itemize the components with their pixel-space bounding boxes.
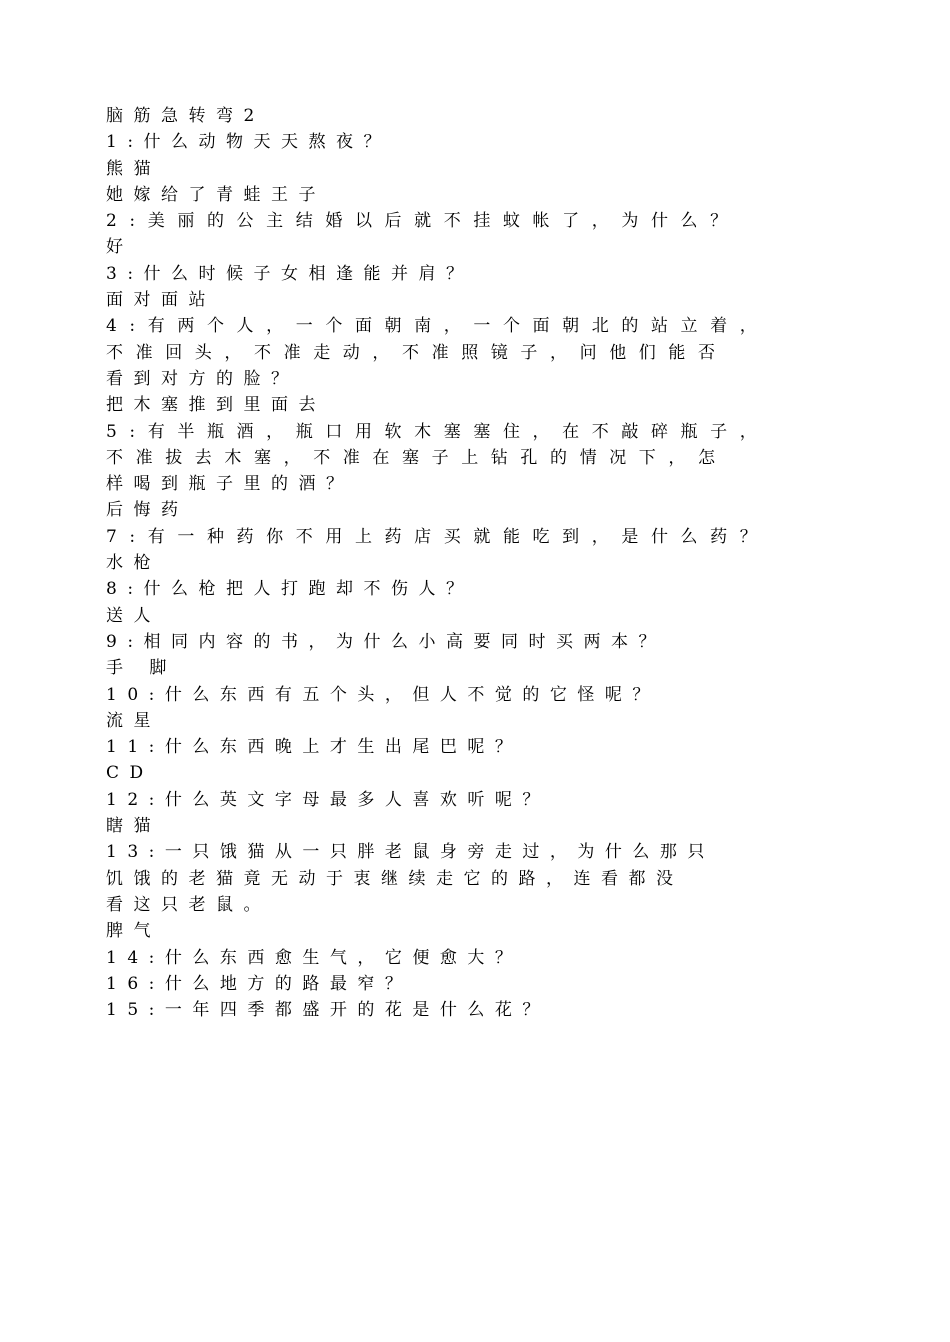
text-line: 瞎猫 xyxy=(106,816,161,837)
text-line: 1:什么动物天天熬夜？ xyxy=(106,132,392,153)
text-line: 16:什么地方的路最窄？ xyxy=(106,973,413,994)
text-line: 8:什么枪把人打跑却不伤人？ xyxy=(106,579,474,600)
text-line: 送人 xyxy=(106,605,161,626)
text-line: 好 xyxy=(106,237,134,258)
text-line: 样喝到瓶子里的酒？ xyxy=(106,474,354,495)
document-body xyxy=(106,103,886,1023)
text-line: 11:什么东西晚上才生出尾巴呢？ xyxy=(106,737,523,758)
text-line: 她嫁给了青蛙王子 xyxy=(106,184,326,205)
text-line: 14:什么东西愈生气，它便愈大？ xyxy=(106,947,523,968)
text-line: 不准拔去木塞，不准在塞子上钻孔的情况下，怎 xyxy=(106,447,728,468)
text-line: 2:美丽的公主结婚以后就不挂蚊帐了，为什么？ xyxy=(106,211,740,232)
text-line: 13:一只饿猫从一只胖老鼠身旁走过，为什么那只 xyxy=(106,842,715,863)
text-line: 把木塞推到里面去 xyxy=(106,395,326,416)
text-line: 12:什么英文字母最多人喜欢听呢？ xyxy=(106,789,550,810)
text-line: 10:什么东西有五个头，但人不觉的它怪呢？ xyxy=(106,684,660,705)
text-line: 看这只老鼠。 xyxy=(106,894,271,915)
text-line: CD xyxy=(106,763,154,784)
text-line: 面对面站 xyxy=(106,290,216,311)
text-line: 9:相同内容的书，为什么小高要同时买两本？ xyxy=(106,631,667,652)
text-line: 后悔药 xyxy=(106,500,189,521)
text-line: 4:有两个人，一个面朝南，一个面朝北的站立着， xyxy=(106,316,770,337)
text-line: 饥饿的老猫竟无动于衷继续走它的路，连看都没 xyxy=(106,868,684,889)
text-line: 看到对方的脸？ xyxy=(106,368,299,389)
text-line: 流星 xyxy=(106,710,161,731)
text-line: 水枪 xyxy=(106,553,161,574)
text-line: 3:什么时候子女相逢能并肩？ xyxy=(106,263,474,284)
text-line: 不准回头，不准走动，不准照镜子，问他们能否 xyxy=(106,342,728,363)
text-line: 5:有半瓶酒，瓶口用软木塞塞住，在不敲碎瓶子， xyxy=(106,421,770,442)
text-line: 手 脚 xyxy=(106,658,177,679)
text-line: 15:一年四季都盛开的花是什么花？ xyxy=(106,1000,550,1021)
text-line: 脾气 xyxy=(106,921,161,942)
text-line: 7:有一种药你不用上药店买就能吃到，是什么药？ xyxy=(106,526,770,547)
text-line: 熊猫 xyxy=(106,158,161,179)
document-title: 脑筋急转弯2 xyxy=(106,106,265,126)
